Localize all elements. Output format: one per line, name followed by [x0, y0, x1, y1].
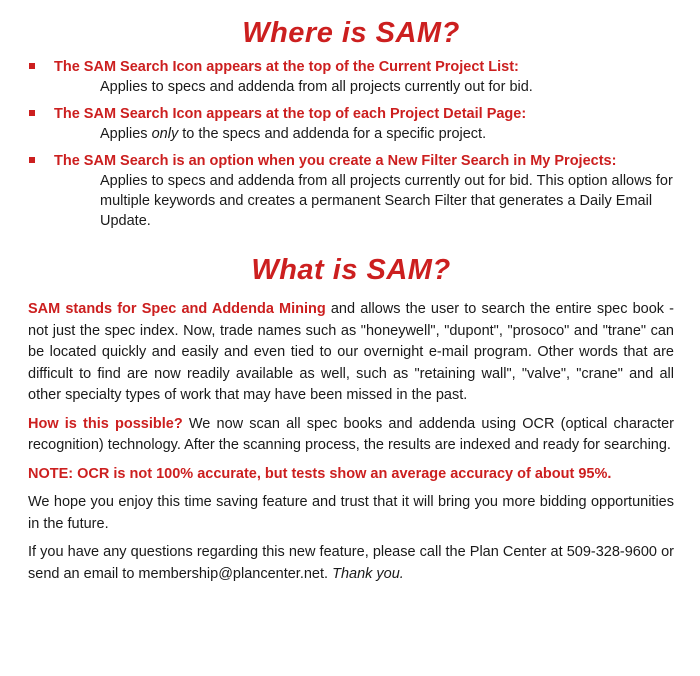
paragraph-intro: [28, 299, 674, 407]
contact-text: If you have any questions regarding this new feature, please call the Plan Center at 509-328-9600 or send an email to membership@plancenter.net.: [28, 544, 674, 582]
list-item: [28, 105, 674, 144]
bullet-square-icon: [29, 63, 35, 69]
bullet-title: The SAM Search is an option when you create a New Filter Search in My Projects:: [54, 153, 617, 169]
desc-text: to the specs and addenda for a specific project.: [178, 126, 487, 142]
paragraph-hope: We hope you enjoy this time saving feature and trust that it will bring you more bidding opportunities in the future.: [28, 494, 674, 532]
how-text: We now scan all spec books and addenda using OCR (optical character recognition) technology. After the scanning process, the results are indexed and ready for searching.: [28, 415, 674, 453]
intro-lead: SAM stands for Spec and Addenda Mining: [28, 301, 326, 317]
bullet-description: [54, 124, 674, 144]
what-heading: What is SAM?: [251, 254, 451, 286]
bullet-square-icon: [29, 110, 35, 116]
bullet-title: The SAM Search Icon appears at the top of each Project Detail Page:: [54, 106, 527, 122]
thank-you-text: Thank you.: [332, 565, 404, 582]
desc-emphasis: only: [151, 126, 179, 142]
where-heading: Where is SAM?: [242, 17, 460, 49]
list-item: [28, 58, 674, 97]
bullet-square-icon: [29, 157, 35, 163]
paragraph-how: [28, 414, 674, 457]
bullet-title: The SAM Search Icon appears at the top of the Current Project List:: [54, 59, 519, 75]
where-bullet-list: [28, 58, 674, 231]
bullet-description: Applies to specs and addenda from all projects currently out for bid. This option allows for multiple keywords and creates a permanent Search Filter that generates a Daily Email Update.: [100, 173, 673, 229]
note-text: NOTE: OCR is not 100% accurate, but tests show an average accuracy of about 95%.: [28, 465, 612, 482]
bullet-description: Applies to specs and addenda from all projects currently out for bid.: [100, 79, 533, 95]
desc-text: Applies: [100, 126, 152, 142]
intro-text: and allows the user to search the entire spec book - not just the spec index. Now, trade names such as "honeywell", "dupont", "prosoco" and "trane" can be located quickly and easily and even tied to our overnight e-mail program. Other words that are difficult to find are now readily available as well, such as "retaining wall", "valve", "crane" and all other specialty types of work that may have been missed in the past.: [28, 301, 675, 403]
list-item: [28, 152, 674, 231]
what-body: [28, 299, 674, 585]
paragraph-contact: [28, 542, 674, 585]
how-lead: How is this possible?: [28, 415, 183, 432]
